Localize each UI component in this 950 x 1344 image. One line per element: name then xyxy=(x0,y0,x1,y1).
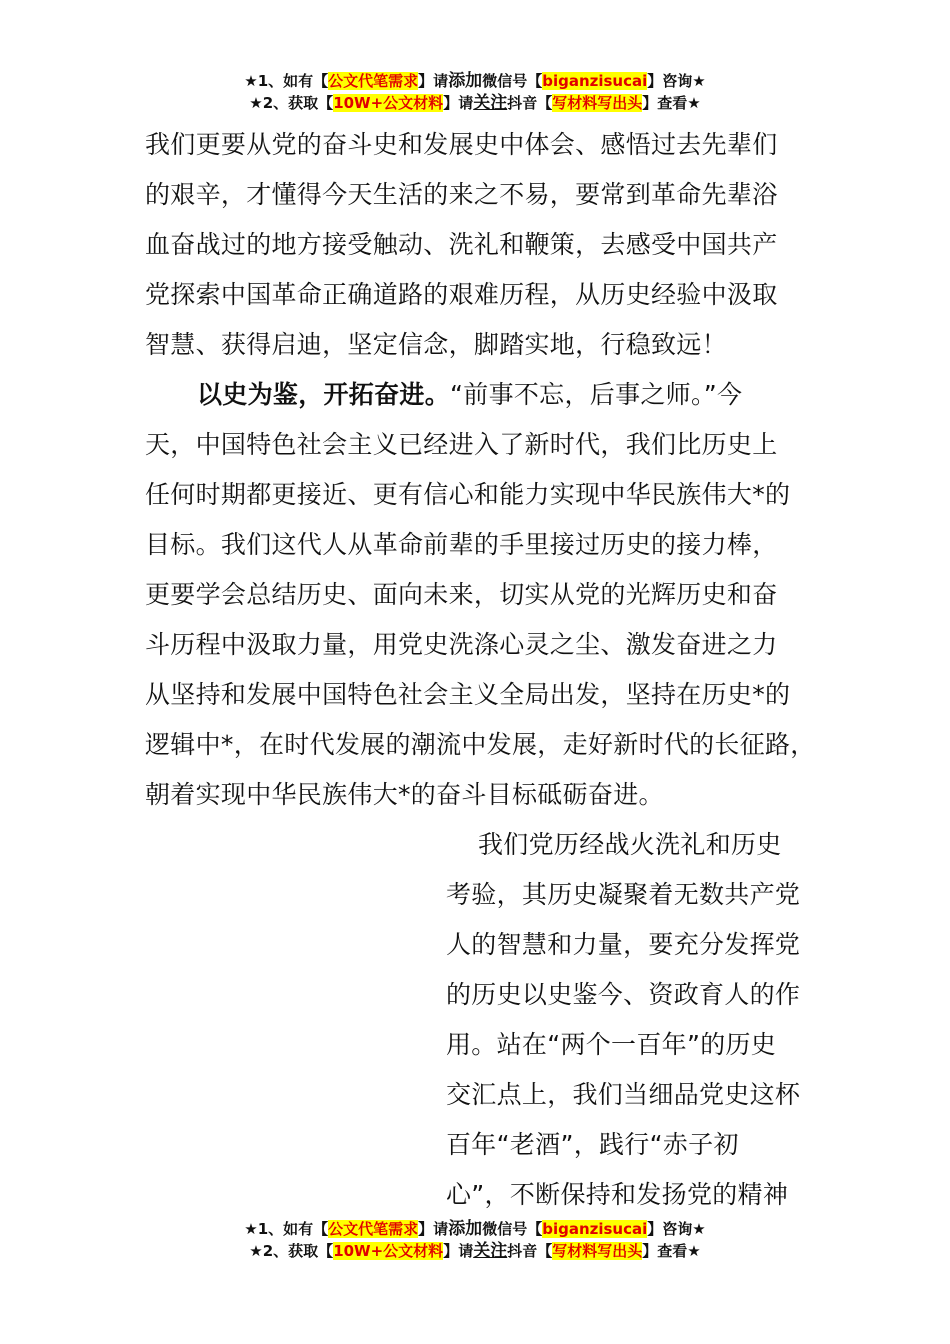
banner-line-1: ★1、如有【公文代笔需求】请添加微信号【biganzisucai】咨询★ xyxy=(244,1219,706,1239)
paragraph-1-line: 党探索中国革命正确道路的艰难历程，从历史经验中汲取 xyxy=(145,280,778,309)
highlight-wechat-id: biganzisucai xyxy=(542,1220,648,1238)
paragraph-3-line: 考验，其历史凝聚着无数共产党 xyxy=(446,880,801,909)
paragraph-3-line: 人的智慧和力量，要充分发挥党 xyxy=(446,930,801,959)
header-banner xyxy=(0,70,950,114)
highlight-materials: 10W+公文材料 xyxy=(333,1242,444,1260)
paragraph-3-line: 交汇点上，我们当细品党史这杯 xyxy=(446,1080,801,1109)
banner-line-1: ★1、如有【公文代笔需求】请添加微信号【biganzisucai】咨询★ xyxy=(244,71,706,91)
highlight-service: 公文代笔需求 xyxy=(328,1220,419,1238)
paragraph-2-line: 逻辑中*，在时代发展的潮流中发展，走好新时代的长征路， xyxy=(145,730,816,759)
paragraph-2-line: 斗历程中汲取力量，用党史洗涤心灵之尘、激发奋进之力 xyxy=(145,630,778,659)
banner-line-2: ★2、获取【10W+公文材料】请关注抖音【写材料写出头】查看★ xyxy=(249,93,701,113)
paragraph-3-line: 用。站在“两个一百年”的历史 xyxy=(446,1030,777,1059)
paragraph-2-line: 任何时期都更接近、更有信心和能力实现中华民族伟大*的 xyxy=(145,480,791,509)
paragraph-2-line: 天，中国特色社会主义已经进入了新时代，我们比历史上 xyxy=(145,430,778,459)
paragraph-3-line: 百年“老酒”，践行“赤子初 xyxy=(446,1130,739,1159)
paragraph-heading: 以史为鉴，开拓奋进。 xyxy=(197,380,451,409)
paragraph-2-line: 朝着实现中华民族伟大*的奋斗目标砥砺奋进。 xyxy=(145,780,664,809)
paragraph-1-line: 我们更要从党的奋斗史和发展史中体会、感悟过去先辈们 xyxy=(145,130,778,159)
paragraph-3-line: 我们党历经战火洗礼和历史 xyxy=(478,830,782,859)
highlight-douyin: 写材料写出头 xyxy=(552,1242,643,1260)
paragraph-1-line: 血奋战过的地方接受触动、洗礼和鞭策，去感受中国共产 xyxy=(145,230,778,259)
footer-banner xyxy=(0,1218,950,1262)
paragraph-3-line: 心”，不断保持和发扬党的精神 xyxy=(446,1180,789,1209)
paragraph-2-line: 目标。我们这代人从革命前辈的手里接过历史的接力棒， xyxy=(145,530,778,559)
paragraph-1-line: 的艰辛，才懂得今天生活的来之不易，要常到革命先辈浴 xyxy=(145,180,778,209)
paragraph-3-line: 的历史以史鉴今、资政育人的作 xyxy=(446,980,801,1009)
paragraph-2-first-line: 以史为鉴，开拓奋进。“前事不忘，后事之师。”今 xyxy=(197,380,743,409)
paragraph-2-line: 从坚持和发展中国特色社会主义全局出发，坚持在历史*的 xyxy=(145,680,791,709)
paragraph-2-line: 更要学会总结历史、面向未来，切实从党的光辉历史和奋 xyxy=(145,580,778,609)
highlight-materials: 10W+公文材料 xyxy=(333,94,444,112)
highlight-service: 公文代笔需求 xyxy=(328,72,419,90)
banner-line-2: ★2、获取【10W+公文材料】请关注抖音【写材料写出头】查看★ xyxy=(249,1241,701,1261)
highlight-wechat-id: biganzisucai xyxy=(542,72,648,90)
highlight-douyin: 写材料写出头 xyxy=(552,94,643,112)
paragraph-1-line: 智慧、获得启迪，坚定信念，脚踏实地，行稳致远！ xyxy=(145,330,727,359)
